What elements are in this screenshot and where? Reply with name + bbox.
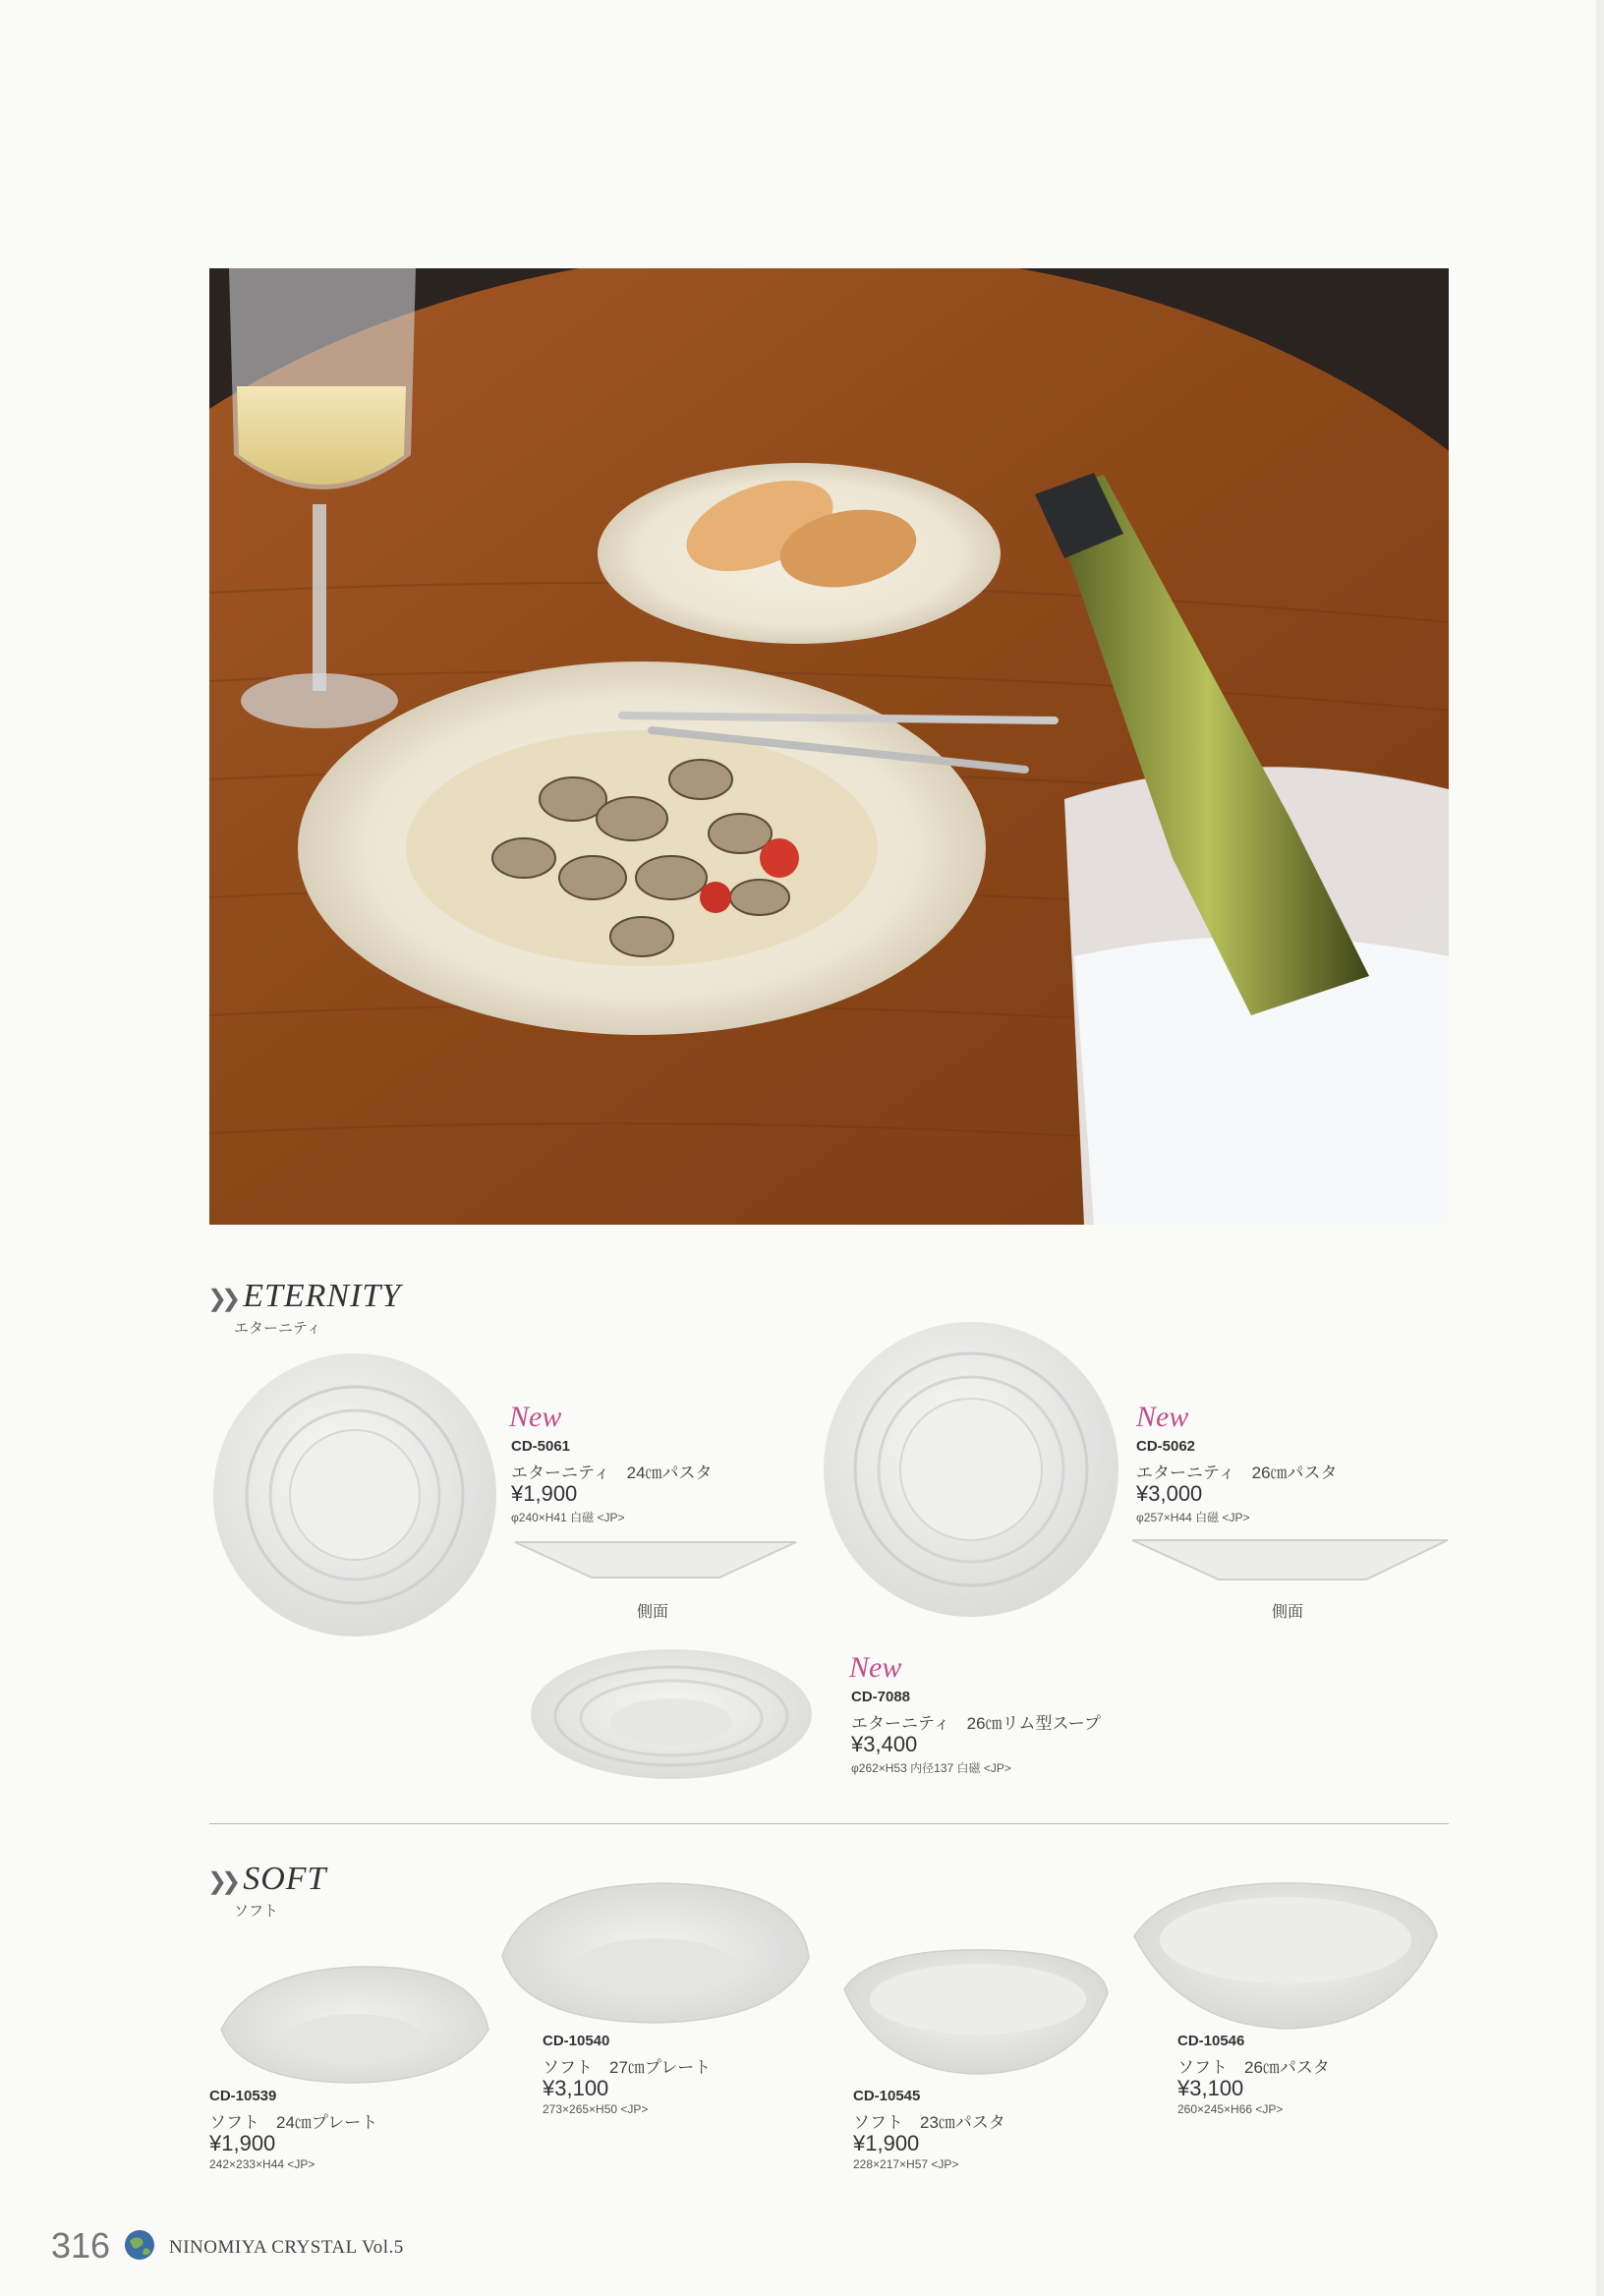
product-image-cd5062 <box>822 1320 1120 1619</box>
section-title-eternity <box>207 1278 401 1315</box>
product-dimensions: 228×217×H57 <JP> <box>853 2157 959 2171</box>
product-code: CD-10545 <box>853 2088 921 2104</box>
product-price: ¥3,100 <box>1177 2076 1244 2100</box>
product-code: CD-10539 <box>209 2088 277 2104</box>
product-name: ソフト 24㎝プレート <box>209 2113 378 2132</box>
globe-icon <box>124 2229 155 2261</box>
new-badge: New <box>509 1401 562 1433</box>
section-title-soft <box>207 1861 326 1898</box>
product-dimensions: φ240×H41 白磁 <JP> <box>511 1511 625 1524</box>
section-name: ETERNITY <box>243 1278 402 1314</box>
product-dimensions: 273×265×H50 <JP> <box>543 2102 649 2116</box>
new-badge: New <box>849 1651 902 1684</box>
product-price: ¥1,900 <box>511 1481 578 1506</box>
product-dimensions: 242×233×H44 <JP> <box>209 2157 315 2171</box>
brand-name: NINOMIYA CRYSTAL Vol.5 <box>169 2237 404 2258</box>
side-view-label: 側面 <box>637 1604 669 1621</box>
product-name: ソフト 26㎝パスタ <box>1177 2058 1330 2077</box>
product-image-cd7088 <box>529 1647 814 1785</box>
product-code: CD-5061 <box>511 1438 571 1455</box>
product-price: ¥1,900 <box>209 2131 276 2155</box>
chevron-icon: ❯❯ <box>207 1285 236 1312</box>
new-badge: New <box>1136 1401 1189 1433</box>
page-edge <box>1596 0 1604 2296</box>
product-code: CD-7088 <box>851 1689 911 1705</box>
product-dimensions: φ262×H53 内径137 白磁 <JP> <box>851 1761 1011 1775</box>
product-name: ソフト 23㎝パスタ <box>853 2113 1005 2132</box>
product-price: ¥3,400 <box>851 1732 918 1756</box>
chevron-icon: ❯❯ <box>207 1867 236 1895</box>
section-divider <box>209 1823 1449 1824</box>
product-code: CD-10540 <box>543 2033 610 2049</box>
product-side-image-cd5062 <box>1130 1536 1450 1589</box>
section-name: SOFT <box>243 1861 327 1897</box>
product-price: ¥1,900 <box>853 2131 920 2155</box>
product-dimensions: φ257×H44 白磁 <JP> <box>1136 1511 1250 1524</box>
product-name: ソフト 27㎝プレート <box>543 2058 712 2077</box>
hero-photo <box>209 268 1449 1225</box>
product-image-cd10545 <box>840 1944 1112 2080</box>
side-view-label: 側面 <box>1272 1604 1304 1621</box>
product-image-cd10546 <box>1130 1877 1441 2035</box>
product-code: CD-10546 <box>1177 2033 1245 2049</box>
product-name: エターニティ 24㎝パスタ <box>511 1464 713 1482</box>
section-subtitle: エターニティ <box>234 1320 321 1337</box>
product-code: CD-5062 <box>1136 1438 1196 1455</box>
page-number: 316 <box>51 2225 111 2266</box>
product-name: エターニティ 26㎝パスタ <box>1136 1464 1338 1482</box>
product-name: エターニティ 26㎝リム型スープ <box>851 1714 1101 1733</box>
product-price: ¥3,000 <box>1136 1481 1203 1506</box>
product-image-cd10539 <box>211 1961 492 2089</box>
product-dimensions: 260×245×H66 <JP> <box>1177 2102 1284 2116</box>
product-image-cd10540 <box>496 1877 813 2027</box>
product-side-image-cd5061 <box>513 1538 798 1587</box>
product-price: ¥3,100 <box>543 2076 609 2100</box>
section-subtitle: ソフト <box>234 1903 279 1920</box>
product-image-cd5061 <box>211 1351 498 1638</box>
